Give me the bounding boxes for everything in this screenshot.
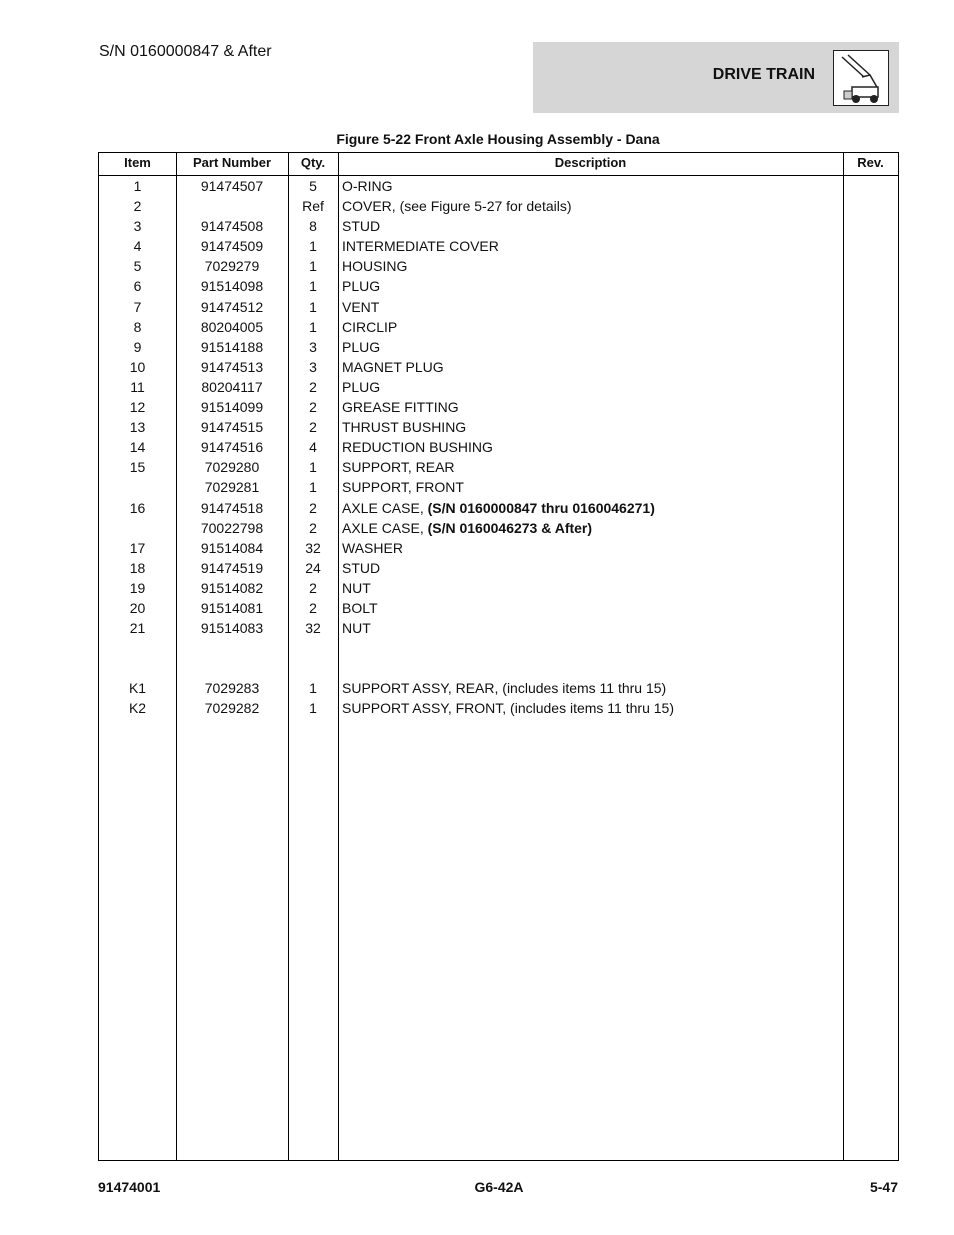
description	[342, 198, 572, 214]
table-row	[99, 559, 898, 579]
table-row	[99, 579, 898, 599]
item-number: 15	[129, 459, 146, 476]
table-row	[99, 639, 898, 659]
parts-table	[98, 152, 899, 1161]
description-text: AXLE CASE,	[342, 499, 428, 516]
description-note: (S/N 0160000847 thru 0160046271)	[427, 499, 655, 516]
table-row	[99, 659, 898, 679]
part-number: 91514083	[200, 620, 264, 637]
item-number: 9	[133, 338, 142, 355]
quantity: 2	[309, 599, 317, 616]
description	[342, 560, 380, 576]
description-text: STUD	[342, 559, 381, 576]
part-number: 91514081	[200, 599, 264, 616]
quantity: 3	[309, 358, 317, 375]
header-rev: Rev.	[857, 155, 884, 170]
table-row	[99, 318, 898, 338]
description	[342, 479, 464, 495]
quantity: 1	[309, 278, 317, 295]
part-number: 91474509	[200, 238, 264, 255]
description-text: VENT	[342, 298, 380, 315]
description-text: SUPPORT ASSY, FRONT, (includes items 11 thru 15)	[342, 700, 674, 717]
item-number: 13	[129, 419, 146, 436]
part-number: 80204117	[201, 378, 263, 395]
quantity: 4	[309, 439, 317, 456]
header-qty: Qty.	[300, 155, 326, 170]
lift-truck-icon	[833, 50, 889, 106]
table-row	[99, 418, 898, 438]
description	[342, 419, 466, 435]
part-number: 91474518	[200, 499, 264, 516]
table-row	[99, 599, 898, 619]
description-text: PLUG	[342, 338, 381, 355]
description	[342, 700, 674, 716]
description-text: AXLE CASE,	[342, 519, 428, 536]
description	[342, 339, 380, 355]
description-text: REDUCTION BUSHING	[342, 439, 493, 456]
table-row	[99, 338, 898, 358]
quantity: 2	[309, 399, 317, 416]
description	[342, 299, 379, 315]
item-number: K2	[128, 700, 147, 717]
table-row	[99, 277, 898, 297]
item-number: 3	[133, 218, 142, 235]
item-number: 14	[129, 439, 146, 456]
quantity: 32	[305, 539, 321, 556]
description-text: NUT	[342, 620, 371, 637]
table-row	[99, 298, 898, 318]
quantity: 32	[305, 620, 321, 637]
part-number: 91474515	[200, 419, 264, 436]
quantity: 2	[309, 499, 317, 516]
description	[342, 258, 407, 274]
part-number: 91514188	[200, 338, 264, 355]
description	[342, 379, 380, 395]
part-number: 7029282	[204, 700, 260, 717]
table-row	[99, 458, 898, 478]
item-number: 18	[129, 559, 146, 576]
item-number: 1	[133, 178, 142, 194]
description-text: NUT	[342, 579, 371, 596]
footer-page-number: 5-47	[869, 1179, 898, 1195]
item-number: 11	[130, 378, 145, 395]
item-number: 4	[133, 238, 142, 255]
item-number: 8	[133, 318, 142, 335]
description	[342, 218, 380, 234]
part-number: 70022798	[200, 519, 264, 536]
header-divider	[99, 175, 898, 176]
quantity: 1	[309, 479, 317, 496]
description-text: MAGNET PLUG	[342, 358, 444, 375]
item-number: 17	[129, 539, 146, 556]
description-text: INTERMEDIATE COVER	[342, 238, 499, 255]
header-part-number: Part Number	[192, 155, 272, 170]
part-number: 7029283	[204, 680, 260, 697]
description	[342, 540, 403, 556]
item-number: 20	[129, 599, 146, 616]
table-row	[99, 237, 898, 257]
part-number: 7029281	[204, 479, 260, 496]
part-number: 7029280	[204, 459, 260, 476]
description-text: HOUSING	[342, 258, 408, 275]
description-text: GREASE FITTING	[342, 399, 459, 416]
description-note: (S/N 0160046273 & After)	[427, 519, 593, 536]
item-number: 6	[133, 278, 142, 295]
description-text: SUPPORT, FRONT	[342, 479, 464, 496]
quantity: 2	[309, 579, 317, 596]
part-number: 91514084	[200, 539, 264, 556]
quantity: 3	[309, 338, 317, 355]
item-number: 21	[129, 620, 146, 637]
footer-model: G6-42A	[474, 1179, 524, 1195]
part-number: 7029279	[204, 258, 260, 275]
part-number: 80204005	[200, 318, 264, 335]
table-row	[99, 398, 898, 418]
description	[342, 620, 371, 636]
table-row	[99, 217, 898, 237]
header-description: Description	[554, 155, 627, 170]
quantity: 1	[309, 258, 317, 275]
quantity: 2	[309, 378, 317, 395]
description	[342, 500, 655, 516]
footer-part-number: 91474001	[98, 1179, 161, 1195]
part-number: 91474516	[200, 439, 264, 456]
description	[342, 520, 592, 536]
quantity: 5	[309, 178, 317, 194]
quantity: 1	[309, 680, 317, 697]
description-text: BOLT	[342, 599, 378, 616]
item-number: 5	[133, 258, 142, 275]
description-text: O-RING	[342, 178, 393, 194]
table-row	[99, 539, 898, 559]
serial-number: S/N 0160000847 & After	[99, 43, 272, 60]
description	[342, 580, 371, 596]
description-text: CIRCLIP	[342, 318, 398, 335]
part-number: 91514082	[200, 579, 264, 596]
description	[342, 238, 499, 254]
table-row	[99, 177, 898, 197]
header-item: Item	[124, 155, 151, 170]
section-tab	[533, 42, 899, 113]
description	[342, 319, 397, 335]
description	[342, 600, 378, 616]
part-number: 91474512	[200, 298, 264, 315]
description-text: SUPPORT, REAR	[342, 459, 455, 476]
quantity: 2	[309, 419, 317, 436]
item-number: K1	[128, 680, 147, 697]
item-number: 7	[133, 298, 142, 315]
part-number: 91474507	[200, 178, 264, 194]
part-number: 91514098	[200, 278, 264, 295]
table-row	[99, 699, 898, 719]
item-number: 16	[129, 499, 146, 516]
table-row	[99, 378, 898, 398]
part-number: 91514099	[200, 399, 264, 416]
quantity: 1	[309, 700, 317, 717]
table-row	[99, 519, 898, 539]
description-text: PLUG	[342, 278, 381, 295]
quantity: 2	[309, 519, 317, 536]
table-body	[99, 177, 898, 720]
description	[342, 680, 666, 696]
quantity: Ref	[302, 198, 324, 215]
quantity: 1	[309, 238, 317, 255]
description-text: WASHER	[342, 539, 403, 556]
description	[342, 439, 493, 455]
figure-title: Figure 5-22 Front Axle Housing Assembly - Dana	[336, 131, 660, 147]
table-row	[99, 478, 898, 498]
description-text: COVER, (see Figure 5-27 for details)	[342, 198, 572, 215]
description-text: STUD	[342, 218, 381, 235]
table-row	[99, 619, 898, 639]
quantity: 1	[309, 298, 317, 315]
table-row	[99, 358, 898, 378]
section-title: DRIVE TRAIN	[712, 66, 815, 83]
description-text: SUPPORT ASSY, REAR, (includes items 11 thru 15)	[342, 680, 667, 697]
description-text: PLUG	[342, 378, 381, 395]
description	[342, 459, 455, 475]
table-row	[99, 438, 898, 458]
quantity: 24	[305, 559, 321, 576]
description	[342, 359, 444, 375]
table-row	[99, 197, 898, 217]
description-text: THRUST BUSHING	[342, 419, 467, 436]
part-number: 91474519	[200, 559, 264, 576]
quantity: 1	[309, 459, 317, 476]
description	[342, 178, 393, 194]
item-number: 10	[129, 358, 146, 375]
part-number: 91474513	[200, 358, 264, 375]
quantity: 8	[309, 218, 317, 235]
quantity: 1	[309, 318, 317, 335]
item-number: 19	[129, 579, 146, 596]
table-row	[99, 257, 898, 277]
table-row	[99, 499, 898, 519]
part-number: 91474508	[200, 218, 264, 235]
table-row	[99, 679, 898, 699]
description	[342, 399, 459, 415]
description	[342, 278, 380, 294]
item-number: 2	[133, 198, 142, 215]
item-number: 12	[129, 399, 146, 416]
